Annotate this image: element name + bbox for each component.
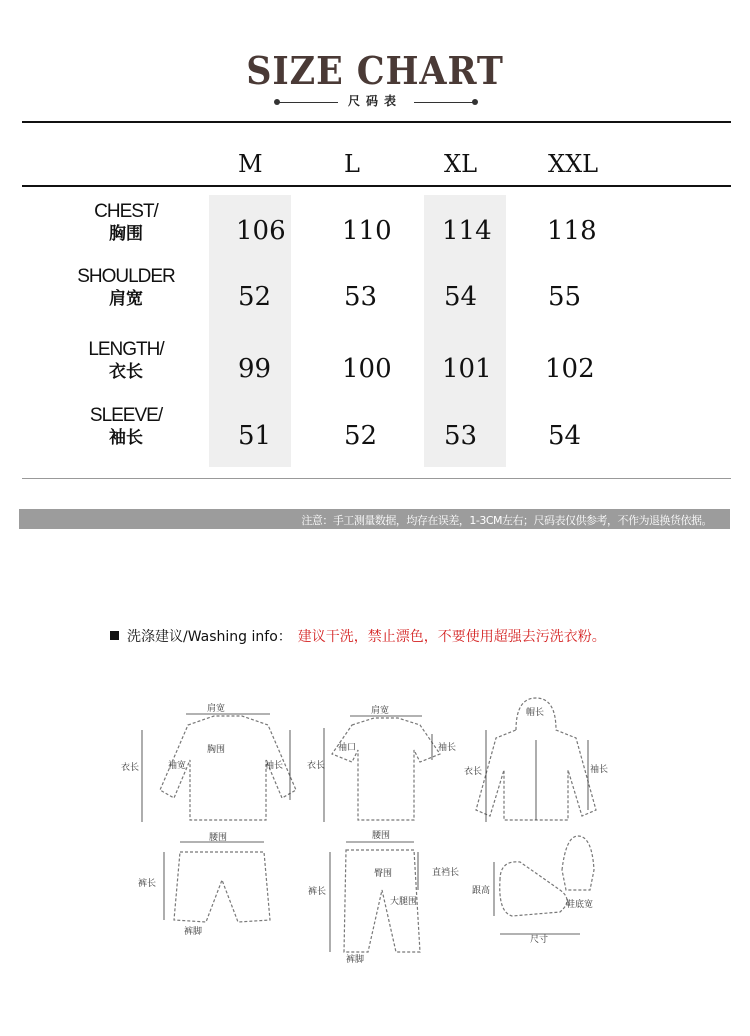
size-header-l: L	[344, 150, 360, 178]
table-cell: 110	[342, 216, 392, 246]
bullet-square-icon	[110, 631, 119, 640]
table-cell: 99	[238, 354, 272, 384]
row-label-length	[70, 339, 182, 383]
diagram-label: 胸围	[207, 745, 226, 755]
table-top-rule	[22, 121, 731, 123]
right-rule	[414, 102, 474, 103]
table-cell: 118	[547, 216, 597, 246]
diagram-label: 裤长	[138, 879, 157, 889]
size-header-xl: XL	[444, 150, 478, 178]
tshirt-outline-icon	[332, 718, 440, 820]
shorts-diagram	[138, 832, 270, 937]
row-label-cn: 肩宽	[109, 289, 143, 308]
diagram-label: 尺寸	[530, 935, 549, 945]
row-label-en: CHEST/	[94, 201, 158, 222]
table-cell: 114	[442, 216, 492, 246]
washing-info	[110, 626, 606, 646]
table-cell: 53	[344, 282, 378, 312]
diagram-label: 腰围	[209, 833, 228, 843]
measurement-note: 注意：手工测量数据，均存在误差，1-3CM左右；尺码表仅供参考，不作为退换货依据。	[301, 514, 712, 527]
diagram-label: 袖长	[265, 761, 284, 771]
diagram-label: 鞋底宽	[566, 900, 594, 910]
table-cell: 53	[444, 421, 478, 451]
diagram-label: 袖长	[590, 765, 609, 775]
diagram-label: 臀围	[374, 869, 393, 879]
table-cell: 102	[545, 354, 595, 384]
page-subtitle: 尺码表	[347, 94, 402, 108]
diagram-label: 袖宽	[168, 761, 187, 771]
size-header-xxl: XXL	[548, 150, 599, 178]
table-bottom-rule	[22, 478, 731, 479]
diagram-label: 帽长	[526, 708, 545, 718]
table-cell: 55	[548, 282, 582, 312]
subtitle-row	[0, 92, 750, 112]
right-dot	[472, 99, 478, 105]
row-label-cn: 胸围	[109, 224, 143, 243]
washing-advice: 建议干洗，禁止漂色，不要使用超强去污洗衣粉。	[297, 629, 606, 645]
measurement-diagrams	[0, 690, 750, 980]
diagram-label: 裤脚	[346, 955, 365, 965]
row-label-en: LENGTH/	[88, 339, 164, 360]
table-cell: 52	[238, 282, 272, 312]
page-title: SIZE CHART	[246, 48, 504, 93]
row-label-en: SLEEVE/	[89, 405, 163, 426]
diagram-label: 大腿围	[390, 897, 418, 907]
table-header-rule	[22, 185, 731, 187]
diagram-label: 衣长	[121, 763, 140, 773]
washing-label: 洗涤建议/Washing info：	[127, 629, 292, 645]
diagram-label: 裤脚	[184, 927, 203, 937]
row-label-cn: 衣长	[109, 362, 143, 381]
hoodie-diagram	[464, 698, 608, 822]
shorts-outline-icon	[174, 852, 270, 922]
diagram-label: 袖口	[338, 743, 357, 753]
shirt-diagram	[121, 702, 296, 822]
table-cell: 106	[236, 216, 286, 246]
row-label-sleeve	[70, 405, 182, 449]
shoe-sole-icon	[562, 836, 594, 890]
shoes-diagram	[472, 836, 594, 945]
table-cell: 100	[342, 354, 392, 384]
diagram-label: 跟高	[472, 886, 491, 896]
tshirt-diagram	[307, 704, 456, 822]
diagram-label: 肩宽	[371, 706, 390, 716]
diagram-label: 衣长	[307, 761, 326, 771]
row-label-shoulder	[70, 266, 182, 310]
table-cell: 54	[444, 282, 478, 312]
table-cell: 51	[238, 421, 272, 451]
measurement-note-bar	[19, 509, 730, 529]
size-header-m: M	[238, 150, 263, 178]
shoe-side-icon	[500, 862, 567, 916]
row-label-cn: 袖长	[109, 428, 143, 447]
diagram-label: 裤长	[308, 887, 327, 897]
table-cell: 54	[548, 421, 582, 451]
pants-diagram	[308, 830, 459, 965]
table-cell: 52	[344, 421, 378, 451]
diagram-label: 直裆长	[432, 868, 460, 878]
row-label-en: SHOULDER	[77, 266, 175, 287]
row-label-chest	[70, 201, 182, 245]
diagram-label: 袖长	[438, 743, 457, 753]
table-cell: 101	[442, 354, 492, 384]
diagram-label: 肩宽	[207, 704, 226, 714]
diagram-label: 腰围	[372, 831, 391, 841]
diagram-label: 衣长	[464, 767, 483, 777]
